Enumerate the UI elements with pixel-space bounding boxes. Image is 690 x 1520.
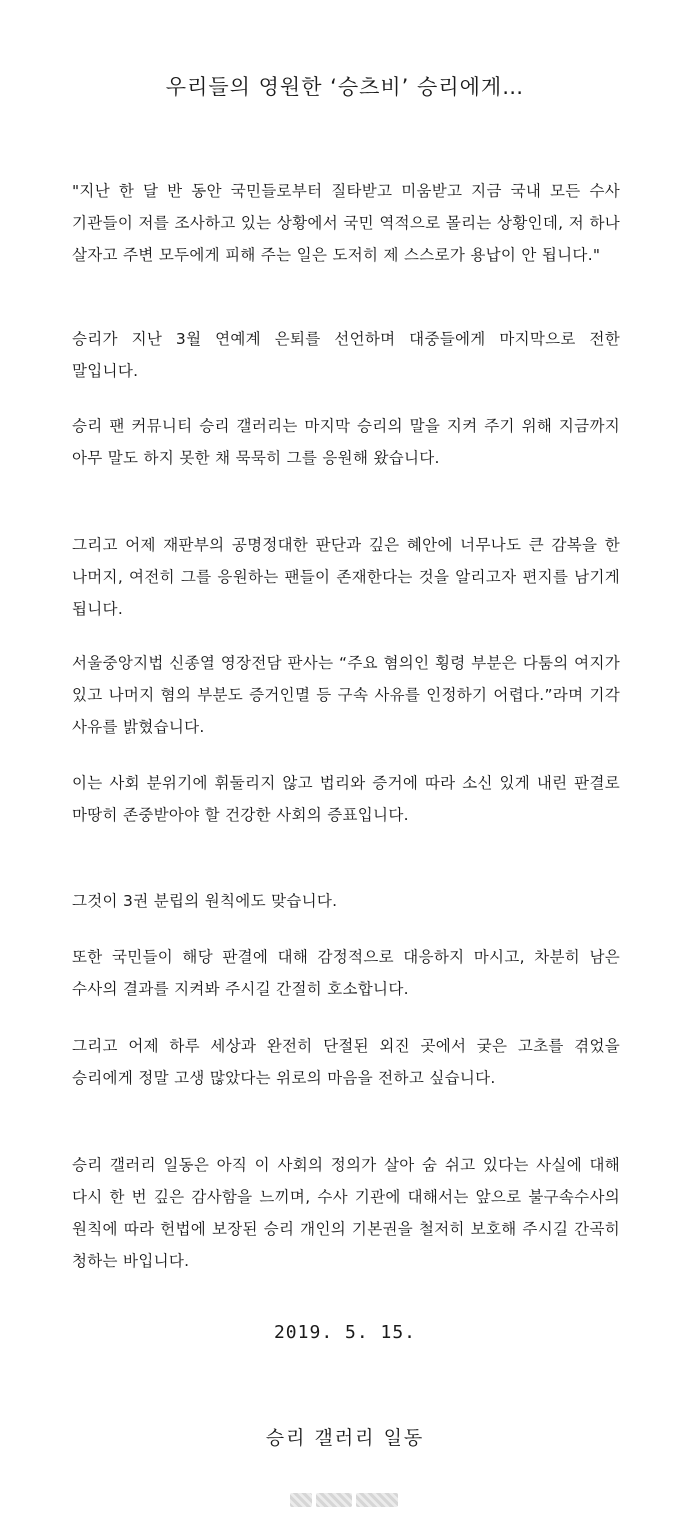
paragraph-retirement: 승리가 지난 3월 연예계 은퇴를 선언하며 대중들에게 마지막으로 전한 말입니다. [72, 330, 620, 380]
paragraph-consolation: 그리고 어제 하루 세상과 완전히 단절된 외진 곳에서 궂은 고초를 겪었을 승리에게 정말 고생 많았다는 위로의 마음을 전하고 싶습니다. [72, 1037, 620, 1087]
letter-date: 2019. 5. 15. [273, 1322, 417, 1343]
paragraph-respect-ruling: 이는 사회 분위기에 휘둘리지 않고 법리와 증거에 따라 소신 있게 내린 판결로 마땅히 존중받아야 할 건강한 사회의 증표입니다. [72, 774, 620, 824]
blurred-watermark [290, 1490, 402, 1510]
letter-title: 우리들의 영원한 ‘승츠비’ 승리에게… [165, 75, 525, 99]
paragraph-judge-statement: 서울중앙지법 신종열 영장전담 판사는 “주요 혐의인 횡령 부분은 다툼의 여지가 있고 나머지 혐의 부분도 증거인멸 등 구속 사유를 인정하기 어렵다.”라며 기각 사유를 밝혔습니다. [72, 654, 620, 736]
watermark-blur-block [290, 1493, 312, 1507]
paragraph-closing-request: 승리 갤러리 일동은 아직 이 사회의 정의가 살아 숨 쉬고 있다는 사실에 대해 다시 한 번 깊은 감사함을 느끼며, 수사 기관에 대해서는 앞으로 불구속수사의 원칙에 따라 헌법에 보장된 승리 개인의 기본권을 철저히 보호해 주시길 간곡히 청하는 바입니다. [72, 1156, 620, 1270]
watermark-blur-block [316, 1493, 352, 1507]
letter-signature: 승리 갤러리 일동 [265, 1427, 425, 1449]
paragraph-separation-of-powers: 그것이 3권 분립의 원칙에도 맞습니다. [72, 892, 338, 910]
paragraph-quote: "지난 한 달 반 동안 국민들로부터 질타받고 미움받고 지금 국내 모든 수사 기관들이 저를 조사하고 있는 상황에서 국민 역적으로 몰리는 상황인데, 저 하나 살자고 주변 모두에게 피해 주는 일은 도저히 제 스스로가 용납이 안 됩니다." [72, 182, 620, 264]
paragraph-gallery-support: 승리 팬 커뮤니티 승리 갤러리는 마지막 승리의 말을 지켜 주기 위해 지금까지 아무 말도 하지 못한 채 묵묵히 그를 응원해 왔습니다. [72, 417, 620, 467]
paragraph-appeal-to-public: 또한 국민들이 해당 판결에 대해 감정적으로 대응하지 마시고, 차분히 남은 수사의 결과를 지켜봐 주시길 간절히 호소합니다. [72, 948, 620, 998]
watermark-blur-block [356, 1493, 398, 1507]
paragraph-court-gratitude: 그리고 어제 재판부의 공명정대한 판단과 깊은 혜안에 너무나도 큰 감복을 한 나머지, 여전히 그를 응원하는 팬들이 존재한다는 것을 알리고자 편지를 남기게 됩니다. [72, 536, 620, 618]
